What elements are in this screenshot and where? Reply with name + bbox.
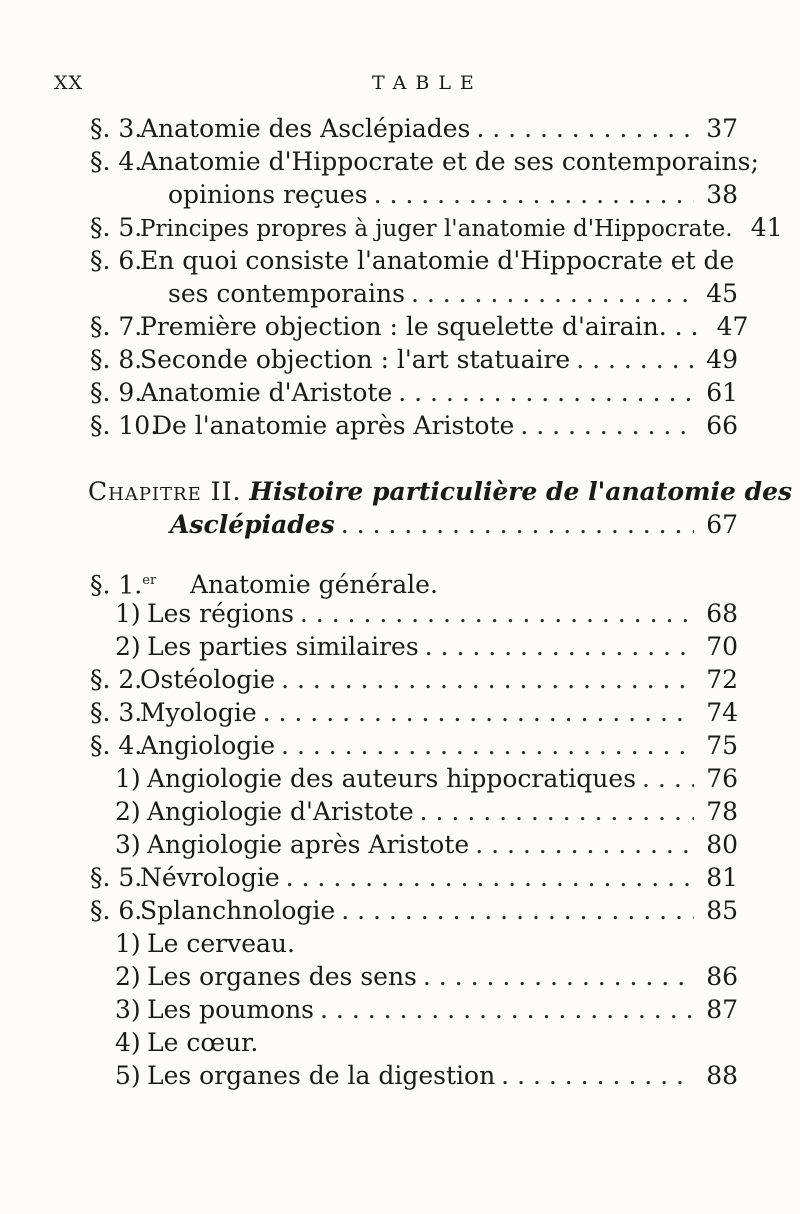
dot-leader — [425, 631, 694, 663]
entry-title: Première objection : le squelette d'airain. . . — [140, 312, 699, 341]
entry-title: Ostéologie — [140, 665, 276, 694]
entry-mark: 1) — [115, 599, 141, 628]
entry-mark: §. 3. — [90, 114, 143, 143]
entry-title: Les parties similaires — [147, 632, 419, 661]
toc-entry — [90, 664, 738, 696]
entry-mark: §. 6. — [90, 246, 143, 275]
entry-title: Angiologie des auteurs hippocratiques — [147, 764, 637, 793]
toc-entry — [90, 895, 738, 927]
toc-entry — [115, 796, 738, 828]
dot-leader — [476, 113, 694, 145]
toc-entry — [90, 377, 738, 409]
dot-leader — [374, 179, 694, 211]
entry-mark: §. 10. — [90, 411, 159, 440]
entry-mark: 2) — [115, 962, 141, 991]
entry-mark-number: §. 1. — [90, 570, 143, 600]
entry-title: Angiologie d'Aristote — [147, 797, 414, 826]
entry-mark: §. 8. — [90, 345, 143, 374]
entry-mark — [90, 565, 190, 601]
entry-page: 41 — [750, 213, 783, 242]
toc-entry — [115, 961, 738, 993]
entry-mark: 5) — [115, 1061, 141, 1090]
entry-title: Myologie — [140, 698, 257, 727]
entry-mark: §. 5. — [90, 863, 143, 892]
dot-leader — [423, 961, 694, 993]
entry-title: Anatomie des Asclépiades — [140, 114, 471, 143]
toc-entry — [115, 829, 738, 861]
entry-page: 87 — [706, 995, 738, 1024]
entry-mark: §. 4. — [90, 731, 143, 760]
toc-entry — [90, 212, 783, 244]
chapter-label: Chapitre II. — [88, 477, 242, 506]
toc-entry — [90, 730, 738, 762]
entry-mark: §. 2. — [90, 665, 143, 694]
entry-title: Névrologie — [140, 863, 280, 892]
entry-title: opinions reçues — [168, 180, 368, 209]
chapter-heading — [88, 476, 792, 508]
entry-title: Angiologie — [140, 731, 276, 760]
entry-mark: §. 3. — [90, 698, 143, 727]
entry-page: 78 — [706, 797, 738, 826]
entry-title: ses contemporains — [168, 279, 405, 308]
entry-page: 37 — [706, 114, 738, 143]
entry-title: Angiologie après Aristote — [147, 830, 470, 859]
entry-title: Seconde objection : l'art statuaire — [140, 345, 571, 374]
entry-title: Principes propres à juger l'anatomie d'Hippocrate. — [140, 216, 733, 242]
dot-leader — [281, 730, 694, 762]
entry-page: 75 — [706, 731, 738, 760]
entry-mark: §. 7. — [90, 312, 143, 341]
dot-leader — [300, 598, 694, 630]
ordinal-superscript: er — [142, 573, 157, 588]
dot-leader — [520, 410, 694, 442]
entry-page: 81 — [706, 863, 738, 892]
entry-title: Splanchnologie — [140, 896, 336, 925]
running-title: TABLE — [372, 72, 483, 94]
entry-page: 72 — [706, 665, 738, 694]
toc-entry — [168, 278, 738, 310]
chapter-title: Histoire particulière de l'anatomie des — [249, 477, 793, 506]
entry-mark: §. 5. — [90, 213, 143, 242]
entry-mark: §. 4. — [90, 147, 143, 176]
entry-title: En quoi consiste l'anatomie d'Hippocrate et de — [140, 246, 735, 275]
toc-entry — [115, 994, 738, 1026]
entry-title: Anatomie d'Aristote — [140, 378, 393, 407]
dot-leader — [286, 862, 694, 894]
entry-title: Les poumons — [147, 995, 315, 1024]
toc-entry — [90, 245, 738, 277]
dot-leader — [411, 278, 694, 310]
entry-page: 49 — [706, 345, 738, 374]
dot-leader — [576, 344, 694, 376]
toc-entry — [90, 311, 749, 343]
dot-leader — [501, 1060, 694, 1092]
toc-entry — [115, 1060, 738, 1092]
entry-mark: 1) — [115, 929, 141, 958]
toc-entry — [90, 410, 738, 442]
entry-page: 88 — [706, 1061, 738, 1090]
entry-mark: 1) — [115, 764, 141, 793]
entry-mark: §. 9. — [90, 378, 143, 407]
entry-page: 74 — [706, 698, 738, 727]
entry-title: De l'anatomie après Aristote — [152, 411, 515, 440]
toc-entry — [115, 598, 738, 630]
dot-leader — [281, 664, 694, 696]
entry-page: 67 — [706, 510, 738, 539]
toc-entry — [170, 509, 738, 541]
toc-entry — [90, 344, 738, 376]
toc-entry — [115, 1027, 738, 1059]
entry-page: 45 — [706, 279, 738, 308]
entry-page: 38 — [706, 180, 738, 209]
dot-leader — [475, 829, 694, 861]
toc-entry — [90, 862, 738, 894]
chapter-title-cont: Asclépiades — [170, 510, 335, 539]
entry-page: 85 — [706, 896, 738, 925]
toc-entry — [115, 763, 738, 795]
toc-entry — [90, 697, 738, 729]
entry-page: 80 — [706, 830, 738, 859]
entry-mark: 4) — [115, 1028, 141, 1057]
entry-mark: §. 6. — [90, 896, 143, 925]
entry-mark: 2) — [115, 632, 141, 661]
entry-mark: 3) — [115, 995, 141, 1024]
entry-title: Anatomie générale. — [190, 570, 438, 600]
dot-leader — [420, 796, 694, 828]
toc-entry — [115, 928, 738, 960]
entry-page: 86 — [706, 962, 738, 991]
dot-leader — [341, 509, 694, 541]
entry-page: 76 — [706, 764, 738, 793]
entry-title: Le cerveau. — [147, 929, 295, 958]
page-number: XX — [54, 72, 84, 94]
entry-title: Anatomie d'Hippocrate et de ses contemporains; — [140, 147, 759, 176]
toc-entry — [90, 146, 759, 178]
dot-leader — [642, 763, 694, 795]
entry-page: 61 — [706, 378, 738, 407]
toc-entry — [168, 179, 738, 211]
toc-entry — [115, 631, 738, 663]
dot-leader — [320, 994, 694, 1026]
entry-title: Les organes de la digestion — [147, 1061, 496, 1090]
entry-page: 47 — [716, 312, 749, 341]
toc-entry — [90, 113, 738, 145]
entry-title: Les organes des sens — [147, 962, 417, 991]
entry-mark: 3) — [115, 830, 141, 859]
entry-title: Les régions — [147, 599, 294, 628]
entry-page: 68 — [706, 599, 738, 628]
dot-leader — [341, 895, 694, 927]
dot-leader — [263, 697, 694, 729]
toc-entry — [90, 565, 738, 600]
entry-page: 66 — [706, 411, 738, 440]
entry-title: Le cœur. — [147, 1028, 259, 1057]
entry-mark: 2) — [115, 797, 141, 826]
dot-leader — [398, 377, 694, 409]
running-header — [0, 72, 800, 102]
entry-page: 70 — [706, 632, 738, 661]
